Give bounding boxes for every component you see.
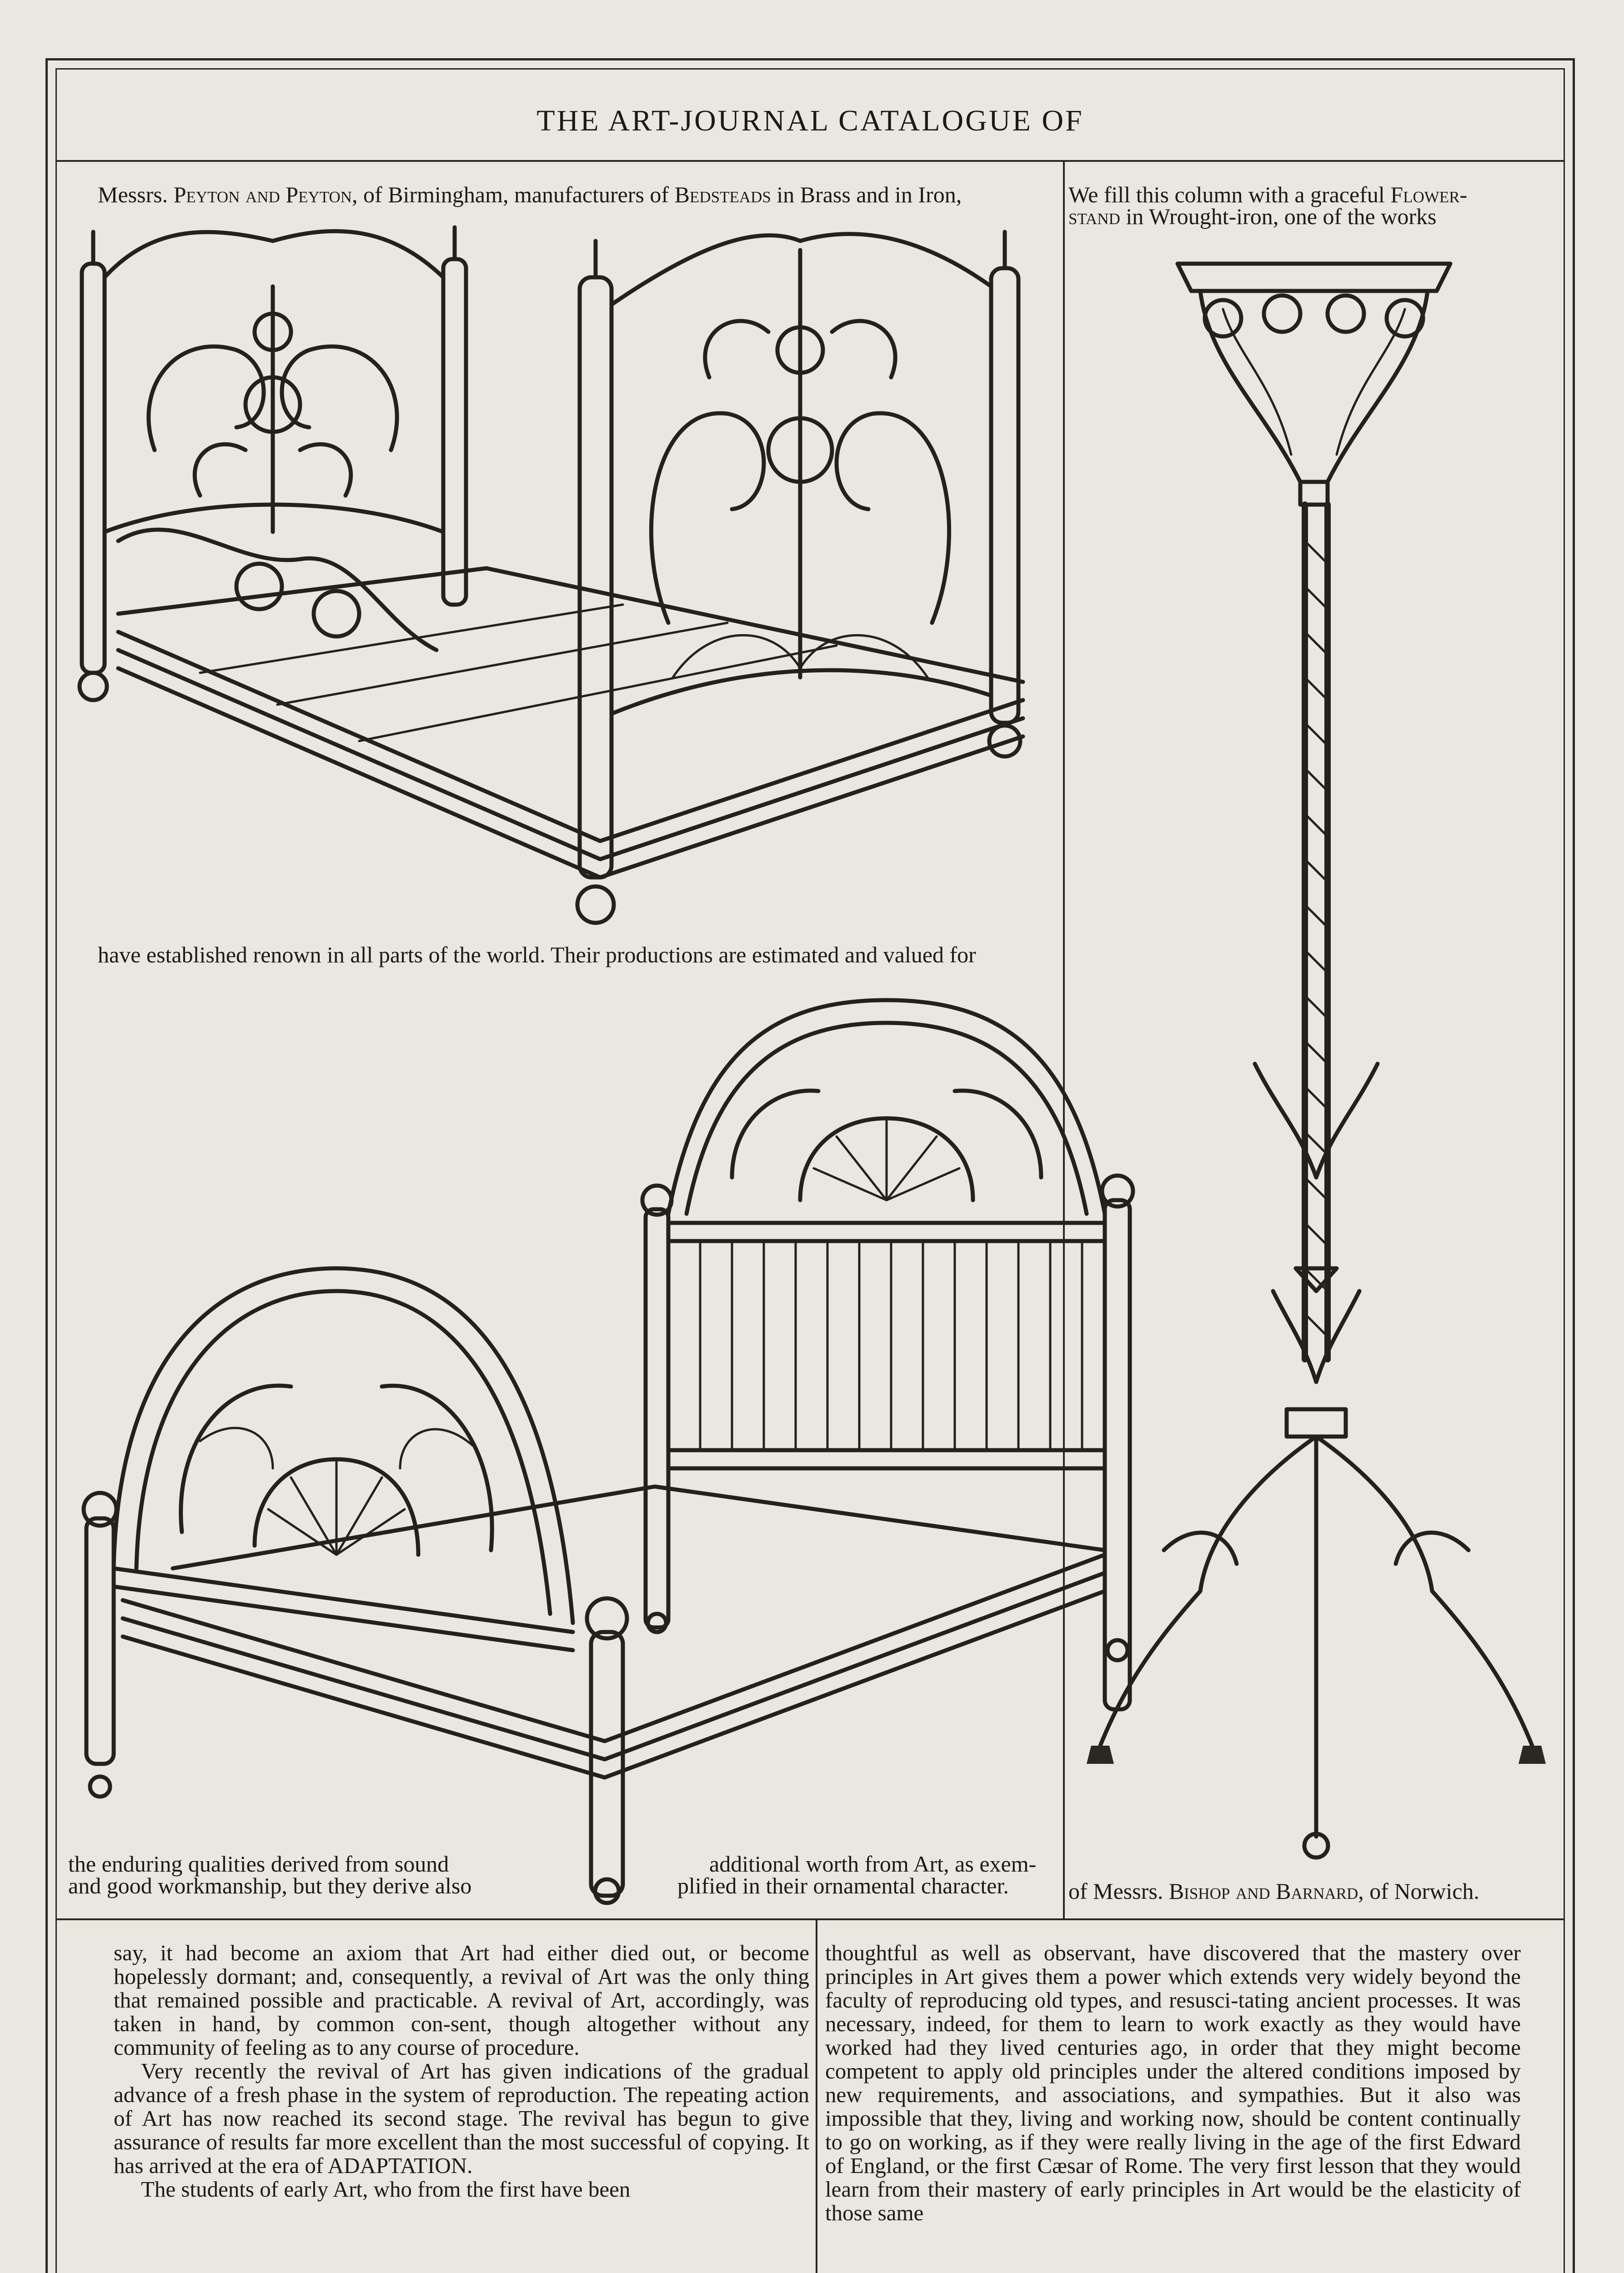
caption-flower-stand-1: We fill this column with a graceful Flower- [1068, 182, 1468, 207]
caption-bedstead-left-1: the enduring qualities derived from sound [68, 1851, 449, 1877]
body-column-1 [114, 1941, 809, 2201]
flower-stand-illustration [1073, 245, 1555, 1864]
caption-flower-stand-2: stand in Wrought-iron, one of the works [1068, 204, 1437, 229]
caption-bedstead-middle: have established renown in all parts of the world. Their productions are estimated and valued for [98, 942, 976, 967]
caption-bedstead-right-2: plified in their ornamental character. [677, 1873, 1009, 1898]
body-paragraph: thoughtful as well as observant, have discovered that the mastery over principles in Art gives them a power which extends very widely beyond the faculty of reproducing old types, and resusci-tating ancient processes. It was necessary, indeed, for them to learn to work exactly as they would have worked had they lived centuries ago, in order that they might become competent to apply old principles under the altered conditions imposed by new requirements, and associations, and sympathies. But it also was impossible that they, living and working now, should be content continually to go on working, as if they were really living in the age of the first Edward of England, or the first Cæsar of Rome. The very first lesson that they would learn from their mastery of early principles in Art would be the elasticity of those same [825, 1940, 1521, 2225]
body-column-2 [825, 1941, 1521, 2225]
body-rule [55, 1918, 1565, 1920]
header-rule [55, 160, 1565, 162]
caption-bedstead-top: Messrs. Peyton and Peyton, of Birmingham, manufacturers of Bedsteads in Brass and in Iron, [98, 182, 962, 207]
bedstead-illustration-2 [64, 986, 1041, 1891]
body-paragraph: The students of early Art, who from the first have been [141, 2177, 631, 2202]
body-paragraph: say, it had become an axiom that Art had either died out, or become hopelessly dormant; and, consequently, a revival of Art was the only thing that remained possible and practicable. A revival of Art, accordingly, was taken in hand, by common con-sent, though altogether without any community of feeling as to any course of procedure. [114, 1940, 809, 2060]
caption-flower-stand-bottom: of Messrs. Bishop and Barnard, of Norwich. [1068, 1878, 1479, 1904]
caption-bedstead-left-2: and good workmanship, but they derive also [68, 1873, 472, 1898]
body-column-rule [816, 1918, 817, 2273]
page-title: THE ART-JOURNAL CATALOGUE OF [536, 104, 1084, 137]
body-paragraph: Very recently the revival of Art has given indications of the gradual advance of a fresh phase in the system of reproduction. The repeating action of Art has now reached its second stage. The revival has begun to give assurance of results far more excellent than the most successful of copying. It has arrived at the era of ADAPTATION. [114, 2058, 809, 2178]
caption-bedstead-right-1: additional worth from Art, as exem- [709, 1851, 1037, 1877]
bedstead-illustration-1 [64, 214, 1041, 941]
column-rule [1063, 160, 1065, 1919]
